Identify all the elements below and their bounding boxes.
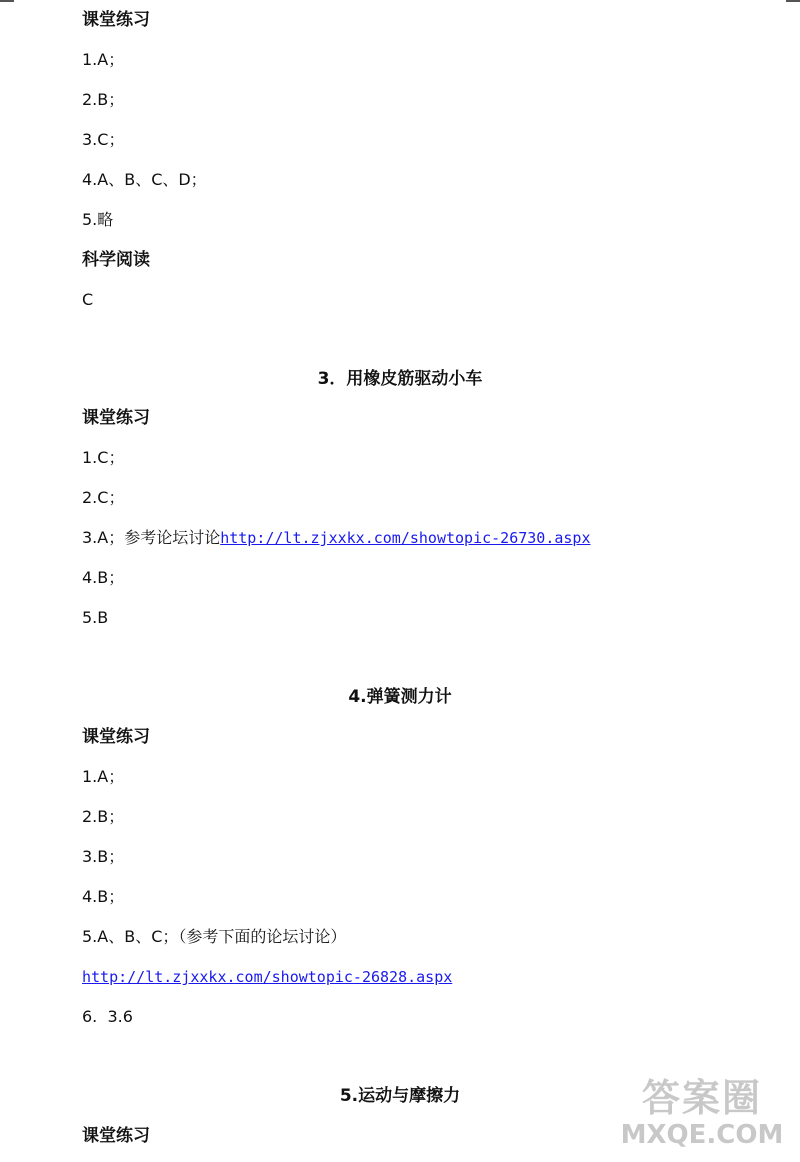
answer-text: 3.A；参考论坛讨论 bbox=[82, 528, 221, 547]
section-title-5: 5.运动与摩擦力 bbox=[339, 1086, 461, 1106]
answer-line: 3.B； bbox=[82, 847, 125, 866]
answer-line: 4.A、B、C、D； bbox=[82, 170, 207, 189]
forum-link[interactable]: http://lt.zjxxkx.com/showtopic-26828.aspx bbox=[82, 968, 453, 986]
answer-line: 5.B bbox=[82, 608, 109, 627]
answer-line: 5.略 bbox=[82, 210, 114, 229]
page-corner-mark-left bbox=[0, 0, 14, 2]
page-corner-mark-right bbox=[786, 0, 800, 2]
exercise-heading: 课堂练习 bbox=[82, 727, 150, 747]
answer-line: 2.B； bbox=[82, 807, 125, 826]
watermark-bottom: MXQE.COM bbox=[620, 1120, 784, 1150]
watermark-logo bbox=[612, 1076, 792, 1156]
forum-link[interactable]: http://lt.zjxxkx.com/showtopic-26730.aspx bbox=[220, 529, 591, 547]
reading-answer: C bbox=[82, 290, 94, 309]
section-title-4: 4.弹簧测力计 bbox=[348, 687, 452, 707]
section-title-3: 3．用橡皮筋驱动小车 bbox=[317, 369, 483, 389]
answer-line: 3.C； bbox=[82, 130, 125, 149]
watermark-top: 答案圈 bbox=[641, 1076, 762, 1120]
exercise-heading: 课堂练习 bbox=[82, 1126, 150, 1146]
reading-heading: 科学阅读 bbox=[82, 250, 150, 270]
exercise-heading: 课堂练习 bbox=[82, 10, 150, 30]
answer-line: 4.B； bbox=[82, 568, 125, 587]
answer-line: 1.C； bbox=[82, 448, 125, 467]
answer-line: 4.B； bbox=[82, 887, 125, 906]
answer-line: 5.A、B、C；（参考下面的论坛讨论） bbox=[82, 927, 347, 946]
answer-line: 6. 3.6 bbox=[82, 1007, 133, 1026]
answer-line: 1.A； bbox=[82, 50, 125, 69]
answer-line: 1.A； bbox=[82, 767, 125, 786]
answer-line: 2.C； bbox=[82, 488, 125, 507]
forum-link-line bbox=[82, 967, 452, 987]
answer-line: 2.B； bbox=[82, 90, 125, 109]
exercise-heading: 课堂练习 bbox=[82, 408, 150, 428]
answer-line-with-link bbox=[82, 528, 590, 548]
